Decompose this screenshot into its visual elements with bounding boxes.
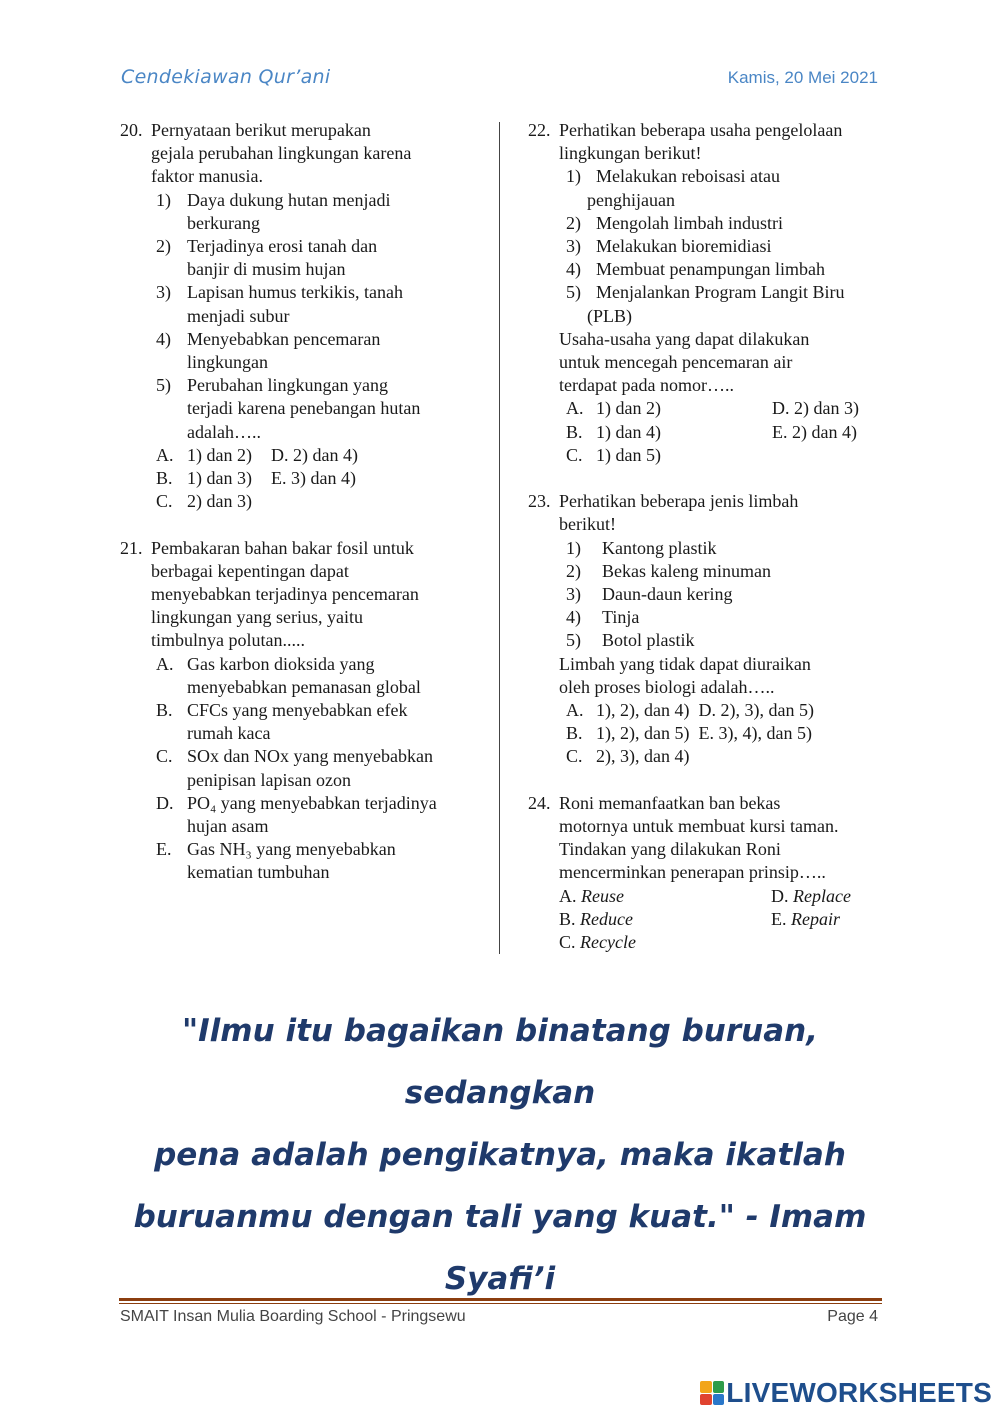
question-stem-line: Perhatikan beberapa jenis limbah: [559, 491, 799, 512]
answer-option[interactable]: [156, 745, 480, 791]
question-number: 20.: [120, 120, 143, 140]
option-label: C.: [566, 444, 583, 465]
answer-option[interactable]: [156, 444, 271, 467]
option-label: A.: [156, 444, 174, 465]
question-stem-line: Roni memanfaatkan ban bekas: [559, 792, 781, 813]
option-text: Gas NH₃ yang menyebabkan: [187, 839, 396, 860]
item-number: 2): [566, 560, 581, 581]
answer-option[interactable]: [156, 490, 271, 513]
option-text: menyebabkan pemanasan global: [187, 676, 421, 697]
answer-option-row: [528, 444, 888, 467]
question-stem-line: menyebabkan terjadinya pencemaran: [151, 584, 419, 605]
question-20: [120, 119, 480, 513]
item-number: 3): [566, 236, 581, 257]
option-text: Gas karbon dioksida yang: [187, 653, 375, 674]
answer-option[interactable]: [156, 467, 271, 490]
question-text-line: terdapat pada nomor…..: [559, 375, 734, 396]
liveworksheets-watermark[interactable]: [700, 1377, 992, 1409]
item-number: 3): [156, 282, 171, 303]
question-stem-line: lingkungan yang serius, yaitu: [151, 607, 363, 628]
option-text: kematian tumbuhan: [187, 862, 330, 883]
item-text: Melakukan reboisasi atau: [596, 166, 780, 187]
header-date: Kamis, 20 Mei 2021: [727, 68, 878, 87]
answer-option[interactable]: 1) dan 5): [596, 444, 661, 465]
question-number: 23.: [528, 491, 551, 512]
option-label: B.: [566, 723, 583, 744]
option-text: 2), 3), dan 4): [596, 746, 690, 767]
item-text: Daun-daun kering: [602, 584, 733, 605]
statement-item: [566, 629, 888, 652]
answer-option[interactable]: [528, 699, 888, 722]
answer-option[interactable]: [559, 931, 771, 954]
item-text: Mengolah limbah industri: [596, 212, 783, 233]
item-number: 4): [566, 607, 581, 628]
question-22: [528, 119, 888, 467]
question-number: 21.: [120, 537, 143, 558]
question-stem-line: Perhatikan beberapa usaha pengelolaan: [559, 120, 843, 140]
option-text: Reuse: [581, 885, 624, 906]
option-label: B.: [566, 421, 583, 442]
option-text: hujan asam: [187, 816, 269, 837]
item-number: 5): [566, 282, 581, 303]
option-label: E.: [771, 908, 787, 929]
answer-option[interactable]: [156, 792, 480, 838]
option-text: CFCs yang menyebabkan efek: [187, 700, 408, 721]
item-text: Perubahan lingkungan yang: [187, 375, 388, 396]
question-23: [528, 490, 888, 768]
item-number: 3): [566, 584, 581, 605]
statement-item: [156, 374, 480, 444]
right-column: [528, 119, 888, 977]
item-text: Melakukan bioremidiasi: [596, 236, 772, 257]
statement-item: [566, 165, 888, 188]
answer-option[interactable]: 1) dan 4): [596, 421, 661, 442]
item-number: 1): [566, 537, 581, 558]
item-text: adalah…..: [187, 421, 261, 442]
item-number: 2): [156, 236, 171, 257]
option-label: A.: [566, 398, 584, 419]
question-24: [528, 792, 888, 954]
option-label: B.: [559, 908, 576, 929]
quote-line: pena adalah pengikatnya, maka ikatlah: [154, 1137, 846, 1173]
statement-item: [156, 189, 480, 235]
option-label: C.: [559, 932, 576, 953]
option-text: Reduce: [580, 908, 633, 929]
question-stem-line: berikut!: [559, 514, 616, 535]
statement-item: [566, 606, 888, 629]
page-number: Page 4: [827, 1308, 878, 1325]
item-text: (PLB): [587, 305, 632, 326]
answer-option[interactable]: [771, 908, 840, 931]
statement-item: [566, 560, 888, 583]
liveworksheets-logo-icon: [700, 1381, 724, 1405]
question-stem-line: mencerminkan penerapan prinsip…..: [559, 862, 826, 883]
answer-option[interactable]: [528, 745, 888, 768]
answer-option[interactable]: D. 2) dan 3): [772, 398, 859, 419]
statement-item: [566, 258, 888, 281]
item-text: berkurang: [187, 212, 260, 233]
question-stem-line: berbagai kepentingan dapat: [151, 560, 349, 581]
answer-option[interactable]: [559, 908, 771, 931]
item-text: banjir di musim hujan: [187, 259, 346, 280]
option-label: B.: [156, 700, 173, 721]
question-stem-line: faktor manusia.: [151, 166, 263, 187]
option-text: 1) dan 2): [187, 444, 252, 465]
option-label: D.: [156, 792, 174, 813]
option-label: A.: [559, 885, 577, 906]
answer-option-row: [559, 908, 888, 931]
option-label: B.: [156, 468, 173, 489]
item-text: menjadi subur: [187, 305, 290, 326]
option-text: rumah kaca: [187, 723, 271, 744]
statement-item: [566, 235, 888, 258]
item-text: Membuat penampungan limbah: [596, 259, 825, 280]
question-stem-line: timbulnya polutan.....: [151, 630, 305, 651]
item-text: Menjalankan Program Langit Biru: [596, 282, 845, 303]
footer-school: SMAIT Insan Mulia Boarding School - Pringsewu: [120, 1308, 466, 1325]
item-text: Botol plastik: [602, 630, 695, 651]
option-text: Recycle: [580, 932, 636, 953]
item-text: Tinja: [602, 607, 640, 628]
question-stem-line: gejala perubahan lingkungan karena: [151, 143, 412, 164]
answer-option[interactable]: [156, 699, 480, 745]
statement-item: [156, 281, 480, 327]
option-label: C.: [156, 491, 173, 512]
item-number: 5): [156, 375, 171, 396]
school-header-title: Cendekiawan Qur’ani: [121, 66, 331, 88]
answer-option-row: [559, 885, 888, 908]
item-text: Terjadinya erosi tanah dan: [187, 236, 378, 257]
option-text: 1), 2), dan 4) D. 2), 3), dan 5): [596, 700, 814, 721]
question-number: 24.: [528, 792, 551, 813]
option-label: D.: [771, 885, 789, 906]
question-text-line: Usaha-usaha yang dapat dilakukan: [559, 328, 810, 349]
answer-option-row: [528, 397, 888, 420]
answer-option[interactable]: [559, 885, 771, 908]
quote-line: "Ilmu itu bagaikan binatang buruan, sedangkan: [182, 1013, 818, 1111]
footer-rule-thin: [119, 1303, 882, 1304]
question-stem-line: motornya untuk membuat kursi taman.: [559, 816, 839, 837]
answer-option-row: [156, 467, 480, 490]
question-stem-line: Pernyataan berikut merupakan: [151, 120, 371, 140]
answer-option-row: [156, 444, 480, 467]
option-text: D. 2) dan 4): [271, 444, 358, 465]
column-divider: [499, 122, 500, 954]
answer-option-row: [559, 931, 888, 954]
item-text: Lapisan humus terkikis, tanah: [187, 282, 403, 303]
option-label: A.: [566, 700, 584, 721]
question-21: [120, 537, 480, 885]
question-text-line: untuk mencegah pencemaran air: [559, 352, 793, 373]
item-number: 1): [156, 189, 171, 210]
option-label: A.: [156, 653, 174, 674]
option-text: SOx dan NOx yang menyebabkan: [187, 746, 433, 767]
question-number: 22.: [528, 120, 551, 140]
item-number: 4): [566, 259, 581, 280]
option-label: E.: [156, 839, 172, 860]
item-text: lingkungan: [187, 352, 268, 373]
answer-option[interactable]: [156, 838, 480, 884]
answer-option[interactable]: [271, 444, 358, 467]
option-text: 1) dan 3): [187, 468, 252, 489]
option-text: 2) dan 3): [187, 491, 252, 512]
statement-item: [566, 281, 888, 304]
question-stem-line: Pembakaran bahan bakar fosil untuk: [151, 537, 414, 558]
quote-line: buruanmu dengan tali yang kuat." - Imam Syafi’i: [133, 1199, 867, 1297]
answer-option[interactable]: [156, 653, 480, 699]
option-text: 1), 2), dan 5) E. 3), 4), dan 5): [596, 723, 812, 744]
question-text-line: Limbah yang tidak dapat diuraikan: [559, 653, 811, 674]
statement-item: [566, 212, 888, 235]
answer-option[interactable]: 1) dan 2): [596, 398, 661, 419]
item-text: Menyebabkan pencemaran: [187, 328, 381, 349]
answer-option[interactable]: E. 2) dan 4): [772, 421, 857, 442]
answer-option[interactable]: [528, 722, 888, 745]
item-number: 1): [566, 166, 581, 187]
footer-rule: [119, 1298, 882, 1301]
item-text: penghijauan: [587, 189, 675, 210]
statement-item: [156, 235, 480, 281]
option-text: penipisan lapisan ozon: [187, 769, 351, 790]
option-label: C.: [566, 746, 583, 767]
answer-option-row: [156, 490, 480, 513]
question-text-line: oleh proses biologi adalah…..: [559, 676, 775, 697]
option-text: PO₄ yang menyebabkan terjadinya: [187, 792, 437, 813]
answer-option[interactable]: [271, 467, 356, 490]
motivational-quote: [100, 1000, 900, 1310]
item-text: Daya dukung hutan menjadi: [187, 189, 391, 210]
statement-item: [566, 583, 888, 606]
question-stem-line: Tindakan yang dilakukan Roni: [559, 839, 781, 860]
answer-option-row: [528, 421, 888, 444]
question-stem-line: lingkungan berikut!: [559, 143, 702, 164]
item-text: terjadi karena penebangan hutan: [187, 398, 421, 419]
option-text: E. 3) dan 4): [271, 468, 356, 489]
statement-item: [566, 537, 888, 560]
liveworksheets-wordmark: LIVEWORKSHEETS: [726, 1377, 992, 1408]
option-label: C.: [156, 746, 173, 767]
left-column: [120, 119, 480, 908]
item-number: 4): [156, 328, 171, 349]
statement-item: [156, 328, 480, 374]
answer-option[interactable]: [771, 885, 851, 908]
item-number: 5): [566, 630, 581, 651]
option-text: Replace: [793, 885, 851, 906]
option-text: Repair: [791, 908, 840, 929]
item-number: 2): [566, 212, 581, 233]
item-text: Kantong plastik: [602, 537, 717, 558]
item-text: Bekas kaleng minuman: [602, 560, 771, 581]
